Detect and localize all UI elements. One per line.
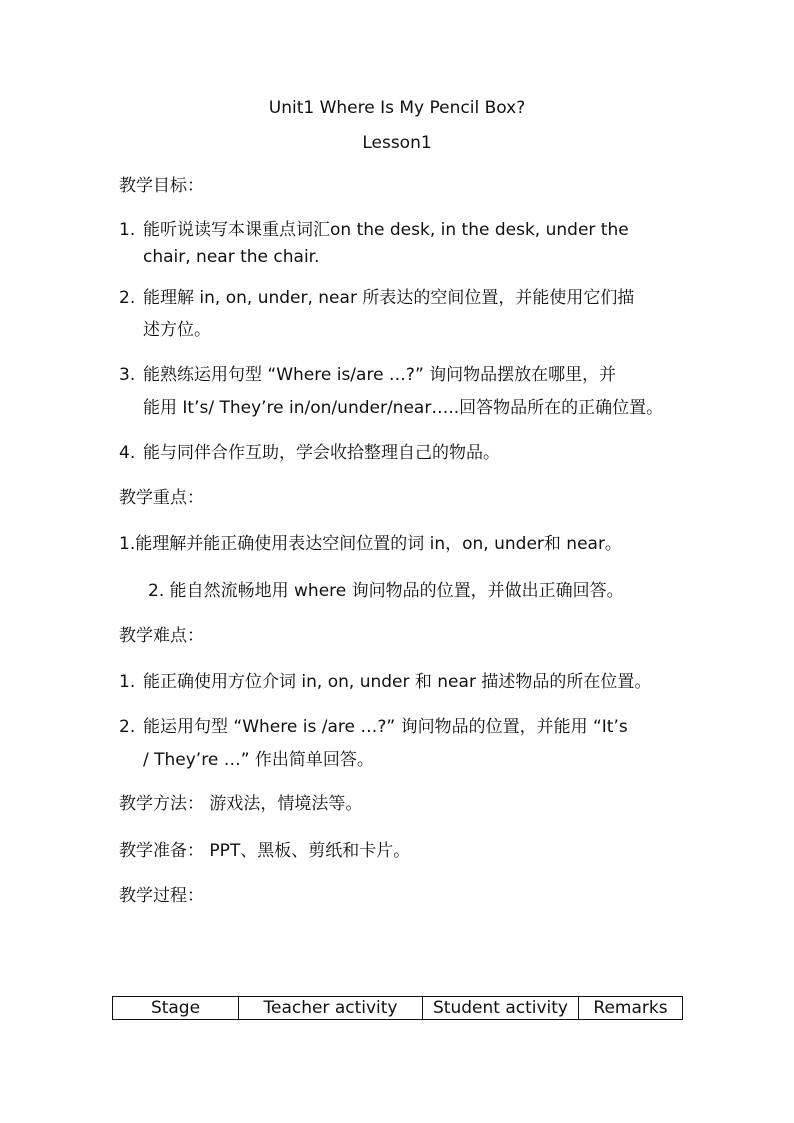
objective-item [119, 288, 634, 308]
header-teacher-activity: Teacher activity [239, 997, 423, 1020]
objectives-heading: 教学目标： [119, 176, 204, 196]
objective-text: 能理解 in, on, under, near 所表达的空间位置，并能使用它们描 [143, 288, 635, 308]
objective-number: 4. [119, 443, 136, 463]
objective-text: 能与同伴合作互助，学会收拾整理自己的物品。 [143, 443, 500, 463]
objective-number: 2. [119, 288, 136, 308]
objective-number: 3. [119, 365, 136, 385]
difficulties-heading: 教学难点： [119, 626, 204, 646]
difficulty-number: 2. [119, 717, 136, 737]
table-header-row [113, 997, 683, 1020]
difficulty-item [119, 672, 651, 692]
difficulty-text: 能运用句型 “Where is /are …?” 询问物品的位置，并能用 “It’s [143, 717, 628, 737]
objective-text-continued: 述方位。 [143, 320, 211, 340]
difficulty-text: 能正确使用方位介词 in, on, under 和 near 描述物品的所在位置。 [143, 672, 652, 692]
objective-text: 能听说读写本课重点词汇on the desk, in the desk, under the [143, 220, 629, 240]
header-student-activity: Student activity [423, 997, 579, 1020]
objective-item [119, 365, 616, 385]
objective-text-continued: 能用 It’s/ They’re in/on/under/near…..回答物品所在的正确位置。 [143, 398, 664, 418]
header-stage: Stage [113, 997, 239, 1020]
objective-text-continued: chair, near the chair. [143, 247, 320, 267]
teaching-methods: 教学方法： 游戏法，情境法等。 [119, 794, 363, 814]
objective-item [119, 220, 629, 240]
key-point-item: 2. 能自然流畅地用 where 询问物品的位置，并做出正确回答。 [148, 581, 624, 601]
difficulty-item [119, 717, 628, 737]
document-title: Unit1 Where Is My Pencil Box? [268, 98, 526, 118]
process-heading: 教学过程： [119, 886, 204, 906]
key-point-item: 1.能理解并能正确使用表达空间位置的词 in，on, under和 near。 [119, 534, 622, 554]
difficulty-number: 1. [119, 672, 136, 692]
teaching-preparation: 教学准备： PPT、黑板、剪纸和卡片。 [119, 841, 411, 861]
process-table [112, 996, 683, 1020]
objective-item [119, 443, 500, 463]
objective-number: 1. [119, 220, 136, 240]
objective-text: 能熟练运用句型 “Where is/are …?” 询问物品摆放在哪里，并 [143, 365, 617, 385]
lesson-label: Lesson1 [362, 133, 432, 153]
key-points-heading: 教学重点： [119, 488, 204, 508]
difficulty-text-continued: / They’re …” 作出简单回答。 [143, 750, 374, 770]
header-remarks: Remarks [579, 997, 683, 1020]
